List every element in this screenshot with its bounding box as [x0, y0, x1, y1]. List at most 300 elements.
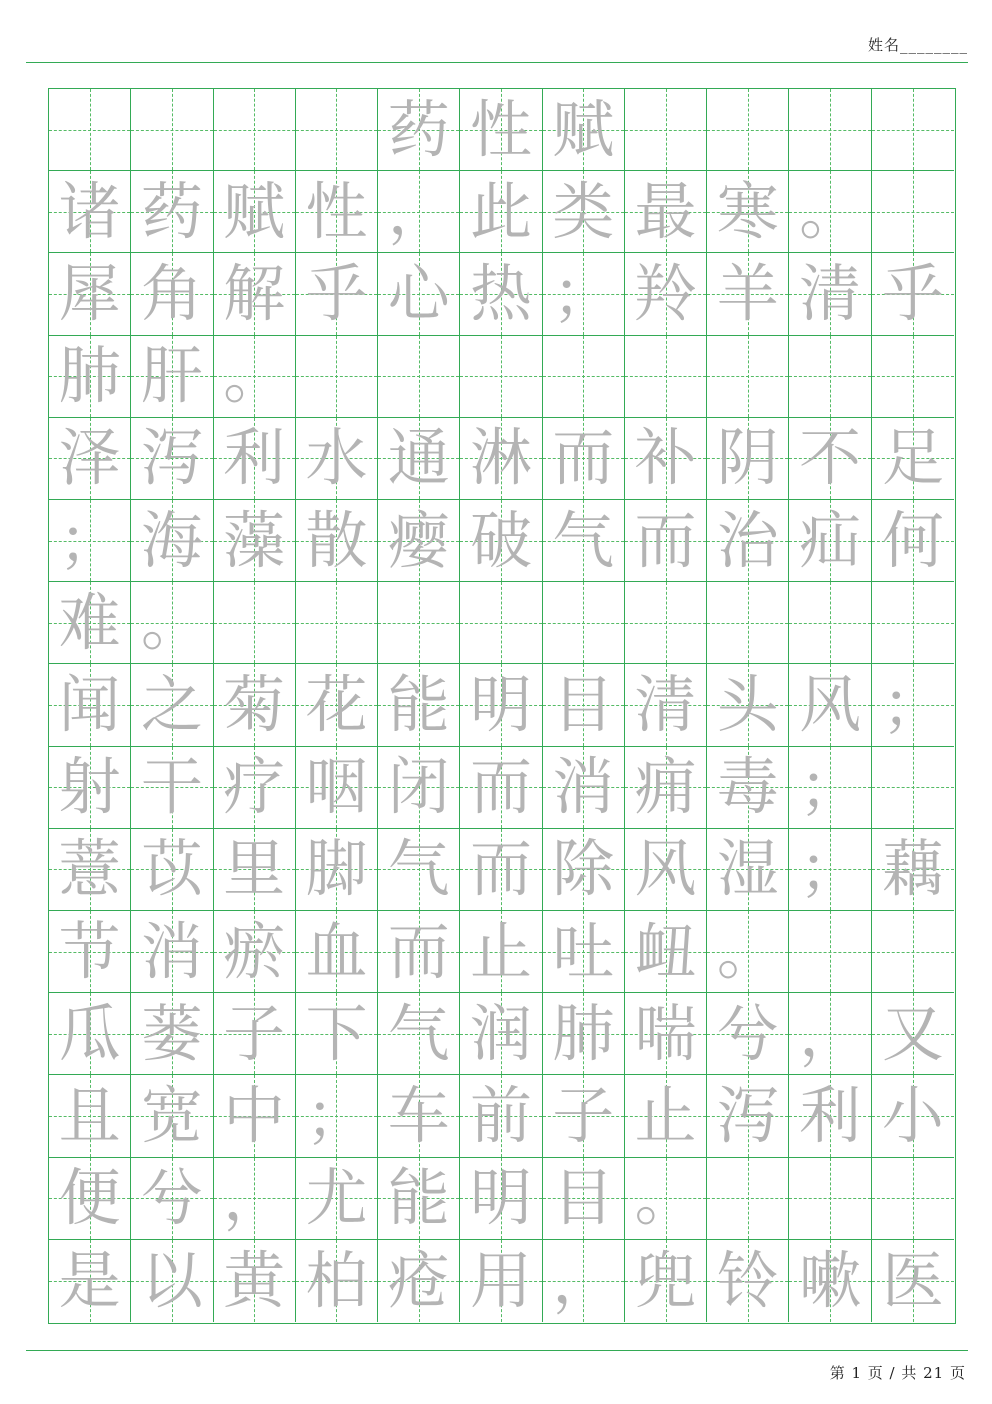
grid-cell [214, 993, 296, 1075]
grid-cell [296, 993, 378, 1075]
grid-cell [789, 1158, 871, 1240]
trace-character: ， [799, 996, 862, 1070]
grid-cell [625, 993, 707, 1075]
trace-character: 利 [223, 421, 286, 495]
grid-cell [789, 582, 871, 664]
trace-character: 而 [634, 503, 697, 577]
trace-character: ； [799, 832, 862, 906]
trace-character: 便 [58, 1161, 121, 1235]
trace-character: 难 [58, 585, 121, 659]
grid-cell [872, 993, 954, 1075]
grid-row [49, 582, 955, 664]
grid-cell [707, 171, 789, 253]
grid-cell [49, 664, 131, 746]
grid-cell [131, 418, 213, 500]
trace-character: 通 [387, 421, 450, 495]
grid-cell [707, 911, 789, 993]
trace-character: 肺 [552, 996, 615, 1070]
grid-cell [214, 1158, 296, 1240]
grid-cell [378, 500, 460, 582]
grid-cell [543, 418, 625, 500]
trace-character: 。 [799, 174, 862, 248]
trace-character: 犀 [58, 256, 121, 330]
trace-character: 此 [469, 174, 532, 248]
trace-character: 何 [881, 503, 944, 577]
grid-cell [214, 1075, 296, 1157]
trace-character: 气 [552, 503, 615, 577]
trace-character: 菊 [223, 667, 286, 741]
trace-character: 赋 [223, 174, 286, 248]
grid-cell [543, 253, 625, 335]
grid-cell [872, 253, 954, 335]
trace-character: 诸 [58, 174, 121, 248]
trace-character: 目 [552, 1161, 615, 1235]
grid-cell [49, 747, 131, 829]
grid-cell [214, 500, 296, 582]
grid-cell [131, 993, 213, 1075]
trace-character: 干 [140, 750, 203, 824]
trace-character: 补 [634, 421, 697, 495]
trace-character: 风 [634, 832, 697, 906]
grid-cell [296, 1240, 378, 1322]
grid-cell [625, 418, 707, 500]
trace-character: 止 [634, 1078, 697, 1152]
trace-character: 泽 [58, 421, 121, 495]
grid-cell [625, 582, 707, 664]
trace-character: 而 [552, 421, 615, 495]
trace-character: 花 [305, 667, 368, 741]
grid-cell [296, 1075, 378, 1157]
grid-row [49, 336, 955, 418]
trace-character: 衄 [634, 914, 697, 988]
grid-cell [214, 418, 296, 500]
grid-cell [460, 171, 542, 253]
grid-cell [543, 664, 625, 746]
trace-character: 血 [305, 914, 368, 988]
grid-row [49, 500, 955, 582]
trace-character: 风 [799, 667, 862, 741]
grid-cell [378, 171, 460, 253]
trace-character: 吐 [552, 914, 615, 988]
trace-character: 乎 [305, 256, 368, 330]
grid-cell [789, 747, 871, 829]
trace-character: 最 [634, 174, 697, 248]
grid-cell [131, 1075, 213, 1157]
trace-character: 羚 [634, 256, 697, 330]
grid-cell [378, 253, 460, 335]
grid-cell [460, 1240, 542, 1322]
trace-character: 车 [387, 1078, 450, 1152]
grid-cell [543, 171, 625, 253]
trace-character: 苡 [140, 832, 203, 906]
grid-cell [543, 336, 625, 418]
grid-cell [872, 336, 954, 418]
grid-cell [378, 1240, 460, 1322]
grid-cell [378, 89, 460, 171]
grid-cell [872, 582, 954, 664]
trace-character: 瘀 [223, 914, 286, 988]
grid-cell [49, 993, 131, 1075]
grid-cell [543, 500, 625, 582]
trace-character: 心 [387, 256, 450, 330]
trace-character: 消 [552, 750, 615, 824]
grid-cell [49, 171, 131, 253]
grid-cell [296, 171, 378, 253]
grid-cell [789, 89, 871, 171]
grid-cell [872, 1240, 954, 1322]
trace-character: 明 [469, 1161, 532, 1235]
trace-character: 宽 [140, 1078, 203, 1152]
grid-cell [378, 911, 460, 993]
grid-cell [707, 89, 789, 171]
grid-row [49, 171, 955, 253]
trace-character: 寒 [716, 174, 779, 248]
grid-cell [543, 89, 625, 171]
trace-character: 而 [387, 914, 450, 988]
grid-cell [214, 664, 296, 746]
trace-character: ； [881, 667, 944, 741]
grid-cell [460, 747, 542, 829]
trace-character: 而 [469, 832, 532, 906]
name-label: 姓名________ [867, 36, 968, 54]
grid-cell [707, 1240, 789, 1322]
grid-cell [214, 1240, 296, 1322]
grid-cell [378, 336, 460, 418]
grid-cell [872, 911, 954, 993]
trace-character: 除 [552, 832, 615, 906]
trace-character: 又 [881, 996, 944, 1070]
grid-cell [707, 582, 789, 664]
grid-cell [543, 993, 625, 1075]
trace-character: 射 [58, 750, 121, 824]
trace-character: 淋 [469, 421, 532, 495]
trace-character: 柏 [305, 1243, 368, 1317]
trace-character: 兜 [634, 1243, 697, 1317]
grid-cell [625, 1240, 707, 1322]
grid-cell [49, 418, 131, 500]
grid-cell [460, 89, 542, 171]
grid-cell [296, 1158, 378, 1240]
trace-character: ； [552, 256, 615, 330]
trace-character: 闭 [387, 750, 450, 824]
trace-character: 。 [716, 914, 779, 988]
trace-character: ； [799, 750, 862, 824]
grid-cell [707, 1075, 789, 1157]
grid-cell [707, 1158, 789, 1240]
grid-cell [49, 253, 131, 335]
trace-character: 散 [305, 503, 368, 577]
grid-cell [789, 1075, 871, 1157]
grid-cell [296, 747, 378, 829]
grid-row [49, 747, 955, 829]
grid-cell [543, 911, 625, 993]
grid-cell [625, 664, 707, 746]
grid-cell [460, 336, 542, 418]
grid-cell [707, 747, 789, 829]
grid-cell [872, 89, 954, 171]
trace-character: 解 [223, 256, 286, 330]
grid-cell [214, 89, 296, 171]
grid-cell [49, 336, 131, 418]
grid-cell [378, 1075, 460, 1157]
grid-cell [378, 993, 460, 1075]
grid-cell [872, 747, 954, 829]
trace-character: 湿 [716, 832, 779, 906]
trace-character: 蒌 [140, 996, 203, 1070]
trace-character: 。 [223, 339, 286, 413]
trace-character: 肝 [140, 339, 203, 413]
trace-character: ， [387, 174, 450, 248]
trace-character: 疮 [387, 1243, 450, 1317]
grid-cell [49, 500, 131, 582]
grid-cell [543, 747, 625, 829]
trace-character: 咽 [305, 750, 368, 824]
grid-cell [789, 664, 871, 746]
grid-cell [872, 418, 954, 500]
trace-character: 药 [140, 174, 203, 248]
grid-cell [625, 829, 707, 911]
grid-cell [789, 993, 871, 1075]
grid-cell [214, 911, 296, 993]
grid-cell [543, 1075, 625, 1157]
grid-cell [378, 747, 460, 829]
grid-cell [214, 582, 296, 664]
grid-cell [625, 911, 707, 993]
grid-cell [131, 911, 213, 993]
grid-cell [378, 418, 460, 500]
grid-cell [131, 89, 213, 171]
grid-row [49, 993, 955, 1075]
grid-cell [872, 664, 954, 746]
grid-cell [543, 829, 625, 911]
grid-cell [296, 829, 378, 911]
grid-cell [625, 253, 707, 335]
grid-row [49, 418, 955, 500]
grid-cell [214, 253, 296, 335]
trace-character: 而 [469, 750, 532, 824]
grid-row [49, 829, 955, 911]
grid-cell [707, 829, 789, 911]
grid-row [49, 1158, 955, 1240]
trace-character: 气 [387, 832, 450, 906]
grid-cell [131, 500, 213, 582]
trace-character: 薏 [58, 832, 121, 906]
grid-cell [460, 829, 542, 911]
grid-cell [131, 171, 213, 253]
trace-character: 医 [881, 1243, 944, 1317]
grid-cell [378, 829, 460, 911]
trace-character: 黄 [223, 1243, 286, 1317]
grid-cell [872, 1158, 954, 1240]
trace-character: 闻 [58, 667, 121, 741]
trace-character: 清 [799, 256, 862, 330]
trace-character: 且 [58, 1078, 121, 1152]
grid-cell [872, 829, 954, 911]
trace-character: 藕 [881, 832, 944, 906]
trace-character: 阴 [716, 421, 779, 495]
trace-character: 毒 [716, 750, 779, 824]
trace-character: 里 [223, 832, 286, 906]
grid-cell [460, 418, 542, 500]
trace-character: 下 [305, 996, 368, 1070]
grid-cell [378, 664, 460, 746]
grid-cell [131, 253, 213, 335]
grid-cell [460, 993, 542, 1075]
grid-cell [460, 500, 542, 582]
grid-cell [460, 1075, 542, 1157]
grid-cell [707, 664, 789, 746]
trace-character: 喘 [634, 996, 697, 1070]
trace-character: 瓜 [58, 996, 121, 1070]
trace-character: 前 [469, 1078, 532, 1152]
grid-cell [296, 500, 378, 582]
trace-character: 尤 [305, 1161, 368, 1235]
header-divider [26, 62, 968, 63]
grid-cell [131, 336, 213, 418]
trace-character: 乎 [881, 256, 944, 330]
grid-cell [214, 336, 296, 418]
trace-character: 海 [140, 503, 203, 577]
grid-cell [131, 1158, 213, 1240]
trace-character: 赋 [552, 92, 615, 166]
footer-divider [26, 1350, 968, 1351]
grid-cell [789, 1240, 871, 1322]
trace-character: 嗽 [799, 1243, 862, 1317]
grid-cell [707, 993, 789, 1075]
grid-cell [872, 500, 954, 582]
grid-cell [378, 1158, 460, 1240]
grid-cell [214, 829, 296, 911]
trace-character: 羊 [716, 256, 779, 330]
trace-character: 兮 [716, 996, 779, 1070]
grid-cell [460, 1158, 542, 1240]
grid-cell [296, 911, 378, 993]
grid-cell [625, 171, 707, 253]
grid-cell [625, 500, 707, 582]
grid-cell [789, 336, 871, 418]
trace-character: 子 [552, 1078, 615, 1152]
trace-character: 。 [140, 585, 203, 659]
grid-cell [49, 582, 131, 664]
grid-cell [460, 582, 542, 664]
trace-character: 治 [716, 503, 779, 577]
grid-cell [543, 1158, 625, 1240]
grid-cell [460, 911, 542, 993]
grid-cell [789, 500, 871, 582]
page-indicator: 第 1 页 / 共 21 页 [829, 1364, 966, 1382]
grid-cell [49, 89, 131, 171]
grid-cell [789, 829, 871, 911]
trace-character: 小 [881, 1078, 944, 1152]
trace-character: 中 [223, 1078, 286, 1152]
trace-character: ， [223, 1161, 286, 1235]
grid-cell [707, 418, 789, 500]
grid-cell [707, 500, 789, 582]
trace-character: 水 [305, 421, 368, 495]
trace-character: 疗 [223, 750, 286, 824]
grid-cell [707, 253, 789, 335]
trace-character: 性 [469, 92, 532, 166]
trace-character: 目 [552, 667, 615, 741]
grid-cell [789, 253, 871, 335]
trace-character: 破 [469, 503, 532, 577]
trace-character: 药 [387, 92, 450, 166]
trace-character: 兮 [140, 1161, 203, 1235]
trace-character: 。 [634, 1161, 697, 1235]
grid-cell [296, 253, 378, 335]
grid-cell [707, 336, 789, 418]
trace-character: 用 [469, 1243, 532, 1317]
trace-character: 利 [799, 1078, 862, 1152]
trace-character: 铃 [716, 1243, 779, 1317]
grid-cell [214, 171, 296, 253]
grid-row [49, 89, 955, 171]
trace-character: 清 [634, 667, 697, 741]
grid-cell [131, 829, 213, 911]
trace-character: 能 [387, 667, 450, 741]
grid-cell [131, 747, 213, 829]
grid-cell [49, 911, 131, 993]
grid-cell [296, 336, 378, 418]
grid-cell [49, 1240, 131, 1322]
trace-character: 以 [140, 1243, 203, 1317]
trace-character: 藻 [223, 503, 286, 577]
grid-cell [296, 89, 378, 171]
grid-cell [460, 664, 542, 746]
grid-cell [378, 582, 460, 664]
grid-cell [131, 1240, 213, 1322]
grid-cell [625, 1158, 707, 1240]
grid-cell [789, 418, 871, 500]
trace-character: 头 [716, 667, 779, 741]
trace-character: 脚 [305, 832, 368, 906]
trace-character: 止 [469, 914, 532, 988]
grid-cell [625, 336, 707, 418]
grid-cell [49, 1075, 131, 1157]
grid-row [49, 664, 955, 746]
trace-character: 子 [223, 996, 286, 1070]
grid-row [49, 253, 955, 335]
trace-character: 角 [140, 256, 203, 330]
trace-character: 是 [58, 1243, 121, 1317]
trace-character: 不 [799, 421, 862, 495]
trace-character: 足 [881, 421, 944, 495]
grid-cell [872, 1075, 954, 1157]
grid-cell [131, 664, 213, 746]
trace-character: 疝 [799, 503, 862, 577]
trace-character: 明 [469, 667, 532, 741]
trace-character: 痈 [634, 750, 697, 824]
trace-character: 泻 [140, 421, 203, 495]
grid-cell [543, 1240, 625, 1322]
trace-character: 热 [469, 256, 532, 330]
grid-row [49, 1240, 955, 1322]
grid-cell [131, 582, 213, 664]
trace-character: 润 [469, 996, 532, 1070]
trace-character: 瘿 [387, 503, 450, 577]
trace-character: 能 [387, 1161, 450, 1235]
grid-cell [49, 1158, 131, 1240]
grid-cell [296, 664, 378, 746]
trace-character: 肺 [58, 339, 121, 413]
writing-grid [48, 88, 956, 1324]
trace-character: 类 [552, 174, 615, 248]
grid-cell [543, 582, 625, 664]
trace-character: 泻 [716, 1078, 779, 1152]
trace-character: 消 [140, 914, 203, 988]
grid-cell [214, 747, 296, 829]
trace-character: 气 [387, 996, 450, 1070]
